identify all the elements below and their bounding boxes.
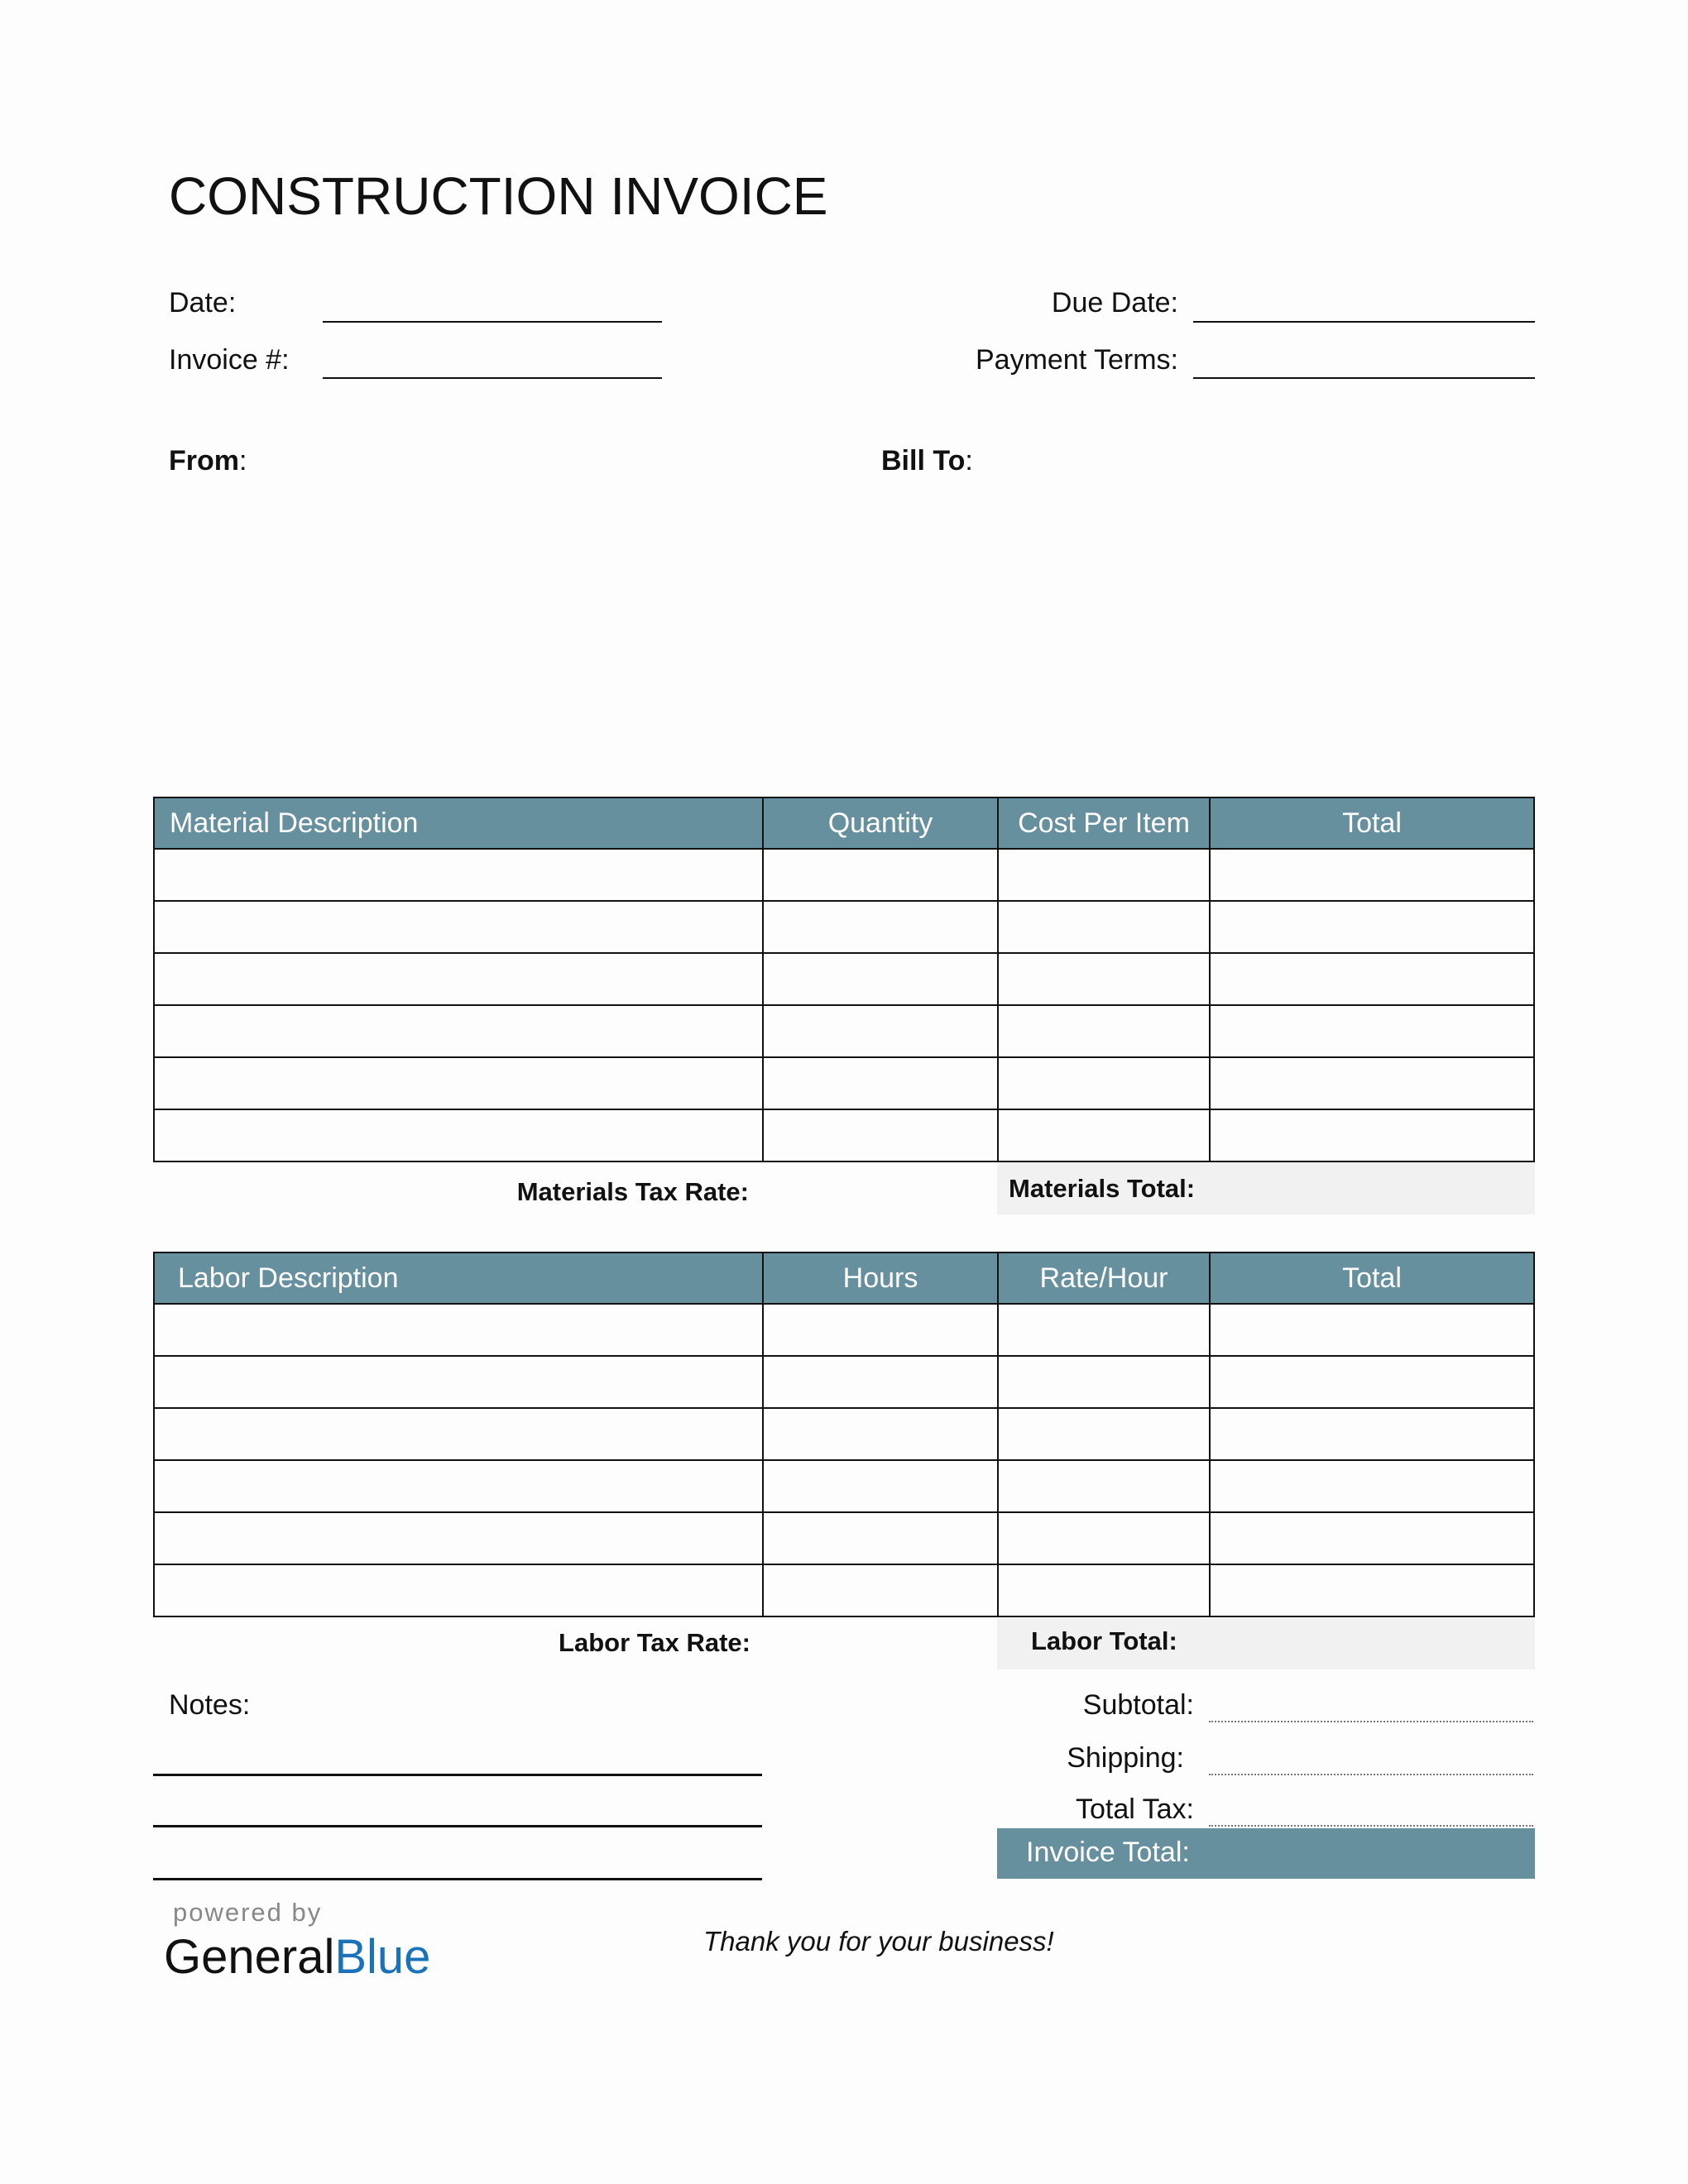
labor-total-label: Labor Total: — [1031, 1626, 1177, 1655]
material-rate-cell[interactable] — [998, 1109, 1210, 1161]
shipping-label: Shipping: — [1067, 1742, 1184, 1774]
hours-header: Hours — [763, 1252, 998, 1304]
material-row — [154, 1005, 1534, 1057]
payment-terms-label: Payment Terms: — [975, 344, 1178, 376]
material-qty-cell[interactable] — [763, 901, 998, 953]
rate-per-hour-header: Rate/Hour — [998, 1252, 1210, 1304]
labor-row — [154, 1564, 1534, 1616]
labor-row — [154, 1460, 1534, 1512]
material-qty-cell[interactable] — [763, 1109, 998, 1161]
labor-row — [154, 1304, 1534, 1356]
material-description-cell[interactable] — [154, 1057, 763, 1109]
material-rate-cell[interactable] — [998, 953, 1210, 1005]
material-rate-cell[interactable] — [998, 849, 1210, 901]
material-description-cell[interactable] — [154, 953, 763, 1005]
notes-label: Notes: — [169, 1689, 251, 1721]
bill-to-colon: : — [965, 445, 973, 477]
material-description-cell[interactable] — [154, 1109, 763, 1161]
material-qty-cell[interactable] — [763, 1005, 998, 1057]
labor-total-header: Total — [1210, 1252, 1534, 1304]
thank-you-text: Thank you for your business! — [703, 1926, 1054, 1956]
labor-total-cell[interactable] — [1210, 1460, 1534, 1512]
logo-blue: Blue — [334, 1930, 431, 1984]
material-total-cell[interactable] — [1210, 1057, 1534, 1109]
shipping-field[interactable] — [1209, 1774, 1533, 1775]
material-rate-cell[interactable] — [998, 1005, 1210, 1057]
material-rate-cell[interactable] — [998, 901, 1210, 953]
labor-description-cell[interactable] — [154, 1564, 763, 1616]
material-description-cell[interactable] — [154, 849, 763, 901]
labor-qty-cell[interactable] — [763, 1408, 998, 1460]
bill-to-text: Bill To — [881, 445, 966, 477]
materials-total-label: Materials Total: — [1009, 1174, 1196, 1203]
labor-total-box — [997, 1618, 1535, 1669]
material-qty-cell[interactable] — [763, 1057, 998, 1109]
labor-description-header: Labor Description — [154, 1252, 763, 1304]
labor-description-cell[interactable] — [154, 1304, 763, 1356]
invoice-number-label: Invoice #: — [169, 344, 290, 376]
labor-row — [154, 1356, 1534, 1408]
labor-total-cell[interactable] — [1210, 1512, 1534, 1564]
material-total-cell[interactable] — [1210, 901, 1534, 953]
labor-description-cell[interactable] — [154, 1356, 763, 1408]
labor-description-cell[interactable] — [154, 1512, 763, 1564]
labor-rate-cell[interactable] — [998, 1304, 1210, 1356]
material-qty-cell[interactable] — [763, 849, 998, 901]
labor-row — [154, 1512, 1534, 1564]
labor-rate-cell[interactable] — [998, 1356, 1210, 1408]
logo-general: General — [164, 1930, 335, 1984]
due-date-label: Due Date: — [1051, 287, 1178, 318]
payment-terms-field[interactable] — [1193, 377, 1535, 379]
invoice-total-box — [997, 1828, 1535, 1879]
total-tax-field[interactable] — [1209, 1825, 1533, 1827]
material-row — [154, 953, 1534, 1005]
notes-line[interactable] — [153, 1878, 762, 1880]
from-label — [169, 445, 247, 477]
labor-rate-cell[interactable] — [998, 1408, 1210, 1460]
labor-description-cell[interactable] — [154, 1408, 763, 1460]
labor-rate-cell[interactable] — [998, 1512, 1210, 1564]
material-total-cell[interactable] — [1210, 849, 1534, 901]
material-qty-cell[interactable] — [763, 953, 998, 1005]
materials-total-box — [997, 1162, 1535, 1214]
labor-total-cell[interactable] — [1210, 1356, 1534, 1408]
from-text: From — [169, 445, 239, 477]
material-description-header: Material Description — [154, 797, 763, 849]
material-description-cell[interactable] — [154, 1005, 763, 1057]
labor-rate-cell[interactable] — [998, 1564, 1210, 1616]
labor-qty-cell[interactable] — [763, 1564, 998, 1616]
notes-line[interactable] — [153, 1774, 762, 1776]
labor-rate-cell[interactable] — [998, 1460, 1210, 1512]
page-title: CONSTRUCTION INVOICE — [169, 166, 828, 226]
material-total-cell[interactable] — [1210, 1109, 1534, 1161]
invoice-total-label: Invoice Total: — [1026, 1837, 1190, 1868]
labor-description-cell[interactable] — [154, 1460, 763, 1512]
subtotal-label: Subtotal: — [1082, 1689, 1194, 1721]
material-total-cell[interactable] — [1210, 953, 1534, 1005]
subtotal-field[interactable] — [1209, 1721, 1533, 1722]
labor-total-cell[interactable] — [1210, 1304, 1534, 1356]
labor-qty-cell[interactable] — [763, 1512, 998, 1564]
invoice-number-field[interactable] — [323, 377, 662, 379]
material-description-cell[interactable] — [154, 901, 763, 953]
cost-per-item-header: Cost Per Item — [998, 797, 1210, 849]
labor-qty-cell[interactable] — [763, 1460, 998, 1512]
from-colon: : — [239, 445, 247, 477]
material-rate-cell[interactable] — [998, 1057, 1210, 1109]
materials-table — [153, 797, 1535, 1162]
generalblue-logo — [164, 1929, 430, 1985]
total-tax-label: Total Tax: — [1075, 1794, 1194, 1825]
labor-tax-rate-label: Labor Tax Rate: — [559, 1628, 750, 1657]
bill-to-label — [881, 445, 973, 477]
labor-total-cell[interactable] — [1210, 1408, 1534, 1460]
quantity-header: Quantity — [763, 797, 998, 849]
labor-total-cell[interactable] — [1210, 1564, 1534, 1616]
date-field[interactable] — [323, 321, 662, 323]
material-total-cell[interactable] — [1210, 1005, 1534, 1057]
due-date-field[interactable] — [1193, 321, 1535, 323]
labor-row — [154, 1408, 1534, 1460]
notes-line[interactable] — [153, 1825, 762, 1827]
labor-qty-cell[interactable] — [763, 1356, 998, 1408]
labor-qty-cell[interactable] — [763, 1304, 998, 1356]
powered-by-text: powered by — [173, 1898, 323, 1927]
material-row — [154, 849, 1534, 901]
total-header: Total — [1210, 797, 1534, 849]
labor-table — [153, 1252, 1535, 1617]
material-row — [154, 1109, 1534, 1161]
material-row — [154, 901, 1534, 953]
date-label: Date: — [169, 287, 237, 318]
material-row — [154, 1057, 1534, 1109]
materials-tax-rate-label: Materials Tax Rate: — [516, 1177, 749, 1206]
